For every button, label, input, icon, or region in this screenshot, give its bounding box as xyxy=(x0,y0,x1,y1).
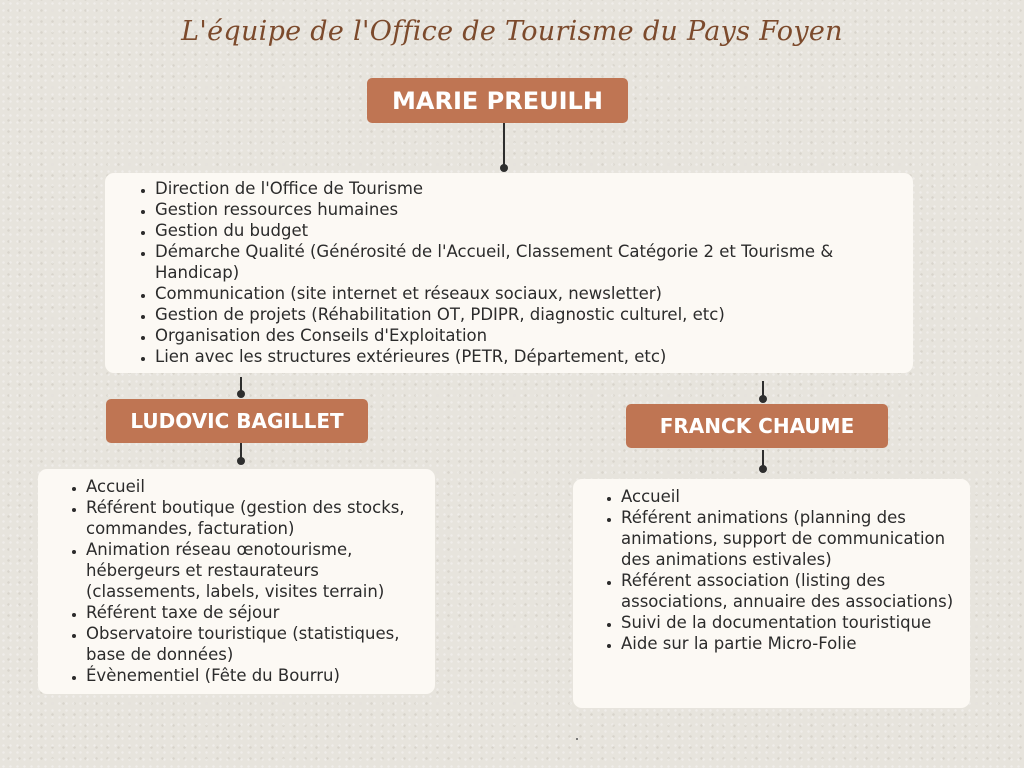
staff-left-name: LUDOVIC BAGILLET xyxy=(130,409,344,433)
list-item: • Suivi de la documentation touristique xyxy=(621,612,964,633)
director-name-box xyxy=(367,78,628,123)
connector-dot xyxy=(237,390,245,398)
list-item: • Direction de l'Office de Tourisme xyxy=(155,178,895,199)
list-item: • Gestion de projets (Réhabilitation OT, PDIPR, diagnostic culturel, etc) xyxy=(155,304,895,325)
staff-right-task-list xyxy=(599,486,964,654)
staff-left-task-list xyxy=(64,476,425,686)
connector-line xyxy=(503,123,505,168)
list-item: • Lien avec les structures extérieures (PETR, Département, etc) xyxy=(155,346,895,367)
background-speck xyxy=(576,738,578,740)
list-item: • Animation réseau œnotourisme, hébergeurs et restaurateurs (classements, labels, visites terrain) xyxy=(86,539,425,602)
list-item: • Gestion ressources humaines xyxy=(155,199,895,220)
connector-dot xyxy=(500,164,508,172)
list-item: • Référent taxe de séjour xyxy=(86,602,425,623)
director-task-card xyxy=(105,173,913,373)
chart-title: L'équipe de l'Office de Tourisme du Pays Foyen xyxy=(181,16,843,47)
staff-right-name-box xyxy=(626,404,888,448)
connector-dot xyxy=(759,465,767,473)
list-item: • Démarche Qualité (Générosité de l'Accueil, Classement Catégorie 2 et Tourisme & Handicap) xyxy=(155,241,895,283)
staff-right-task-card xyxy=(573,479,970,708)
staff-left-name-box xyxy=(106,399,368,443)
list-item: • Accueil xyxy=(621,486,964,507)
list-item: • Accueil xyxy=(86,476,425,497)
list-item: • Référent association (listing des associations, annuaire des associations) xyxy=(621,570,964,612)
director-name: MARIE PREUILH xyxy=(392,86,603,115)
list-item: • Référent animations (planning des animations, support de communication des animations estivales) xyxy=(621,507,964,570)
list-item: • Évènementiel (Fête du Bourru) xyxy=(86,665,425,686)
director-task-list xyxy=(133,178,895,367)
list-item: • Communication (site internet et réseaux sociaux, newsletter) xyxy=(155,283,895,304)
staff-left-task-card xyxy=(38,469,435,694)
list-item: • Organisation des Conseils d'Exploitation xyxy=(155,325,895,346)
list-item: • Référent boutique (gestion des stocks, commandes, facturation) xyxy=(86,497,425,539)
staff-right-name: FRANCK CHAUME xyxy=(659,414,855,438)
list-item: • Aide sur la partie Micro-Folie xyxy=(621,633,964,654)
connector-dot xyxy=(759,395,767,403)
connector-dot xyxy=(237,457,245,465)
list-item: • Observatoire touristique (statistiques, base de données) xyxy=(86,623,425,665)
list-item: • Gestion du budget xyxy=(155,220,895,241)
